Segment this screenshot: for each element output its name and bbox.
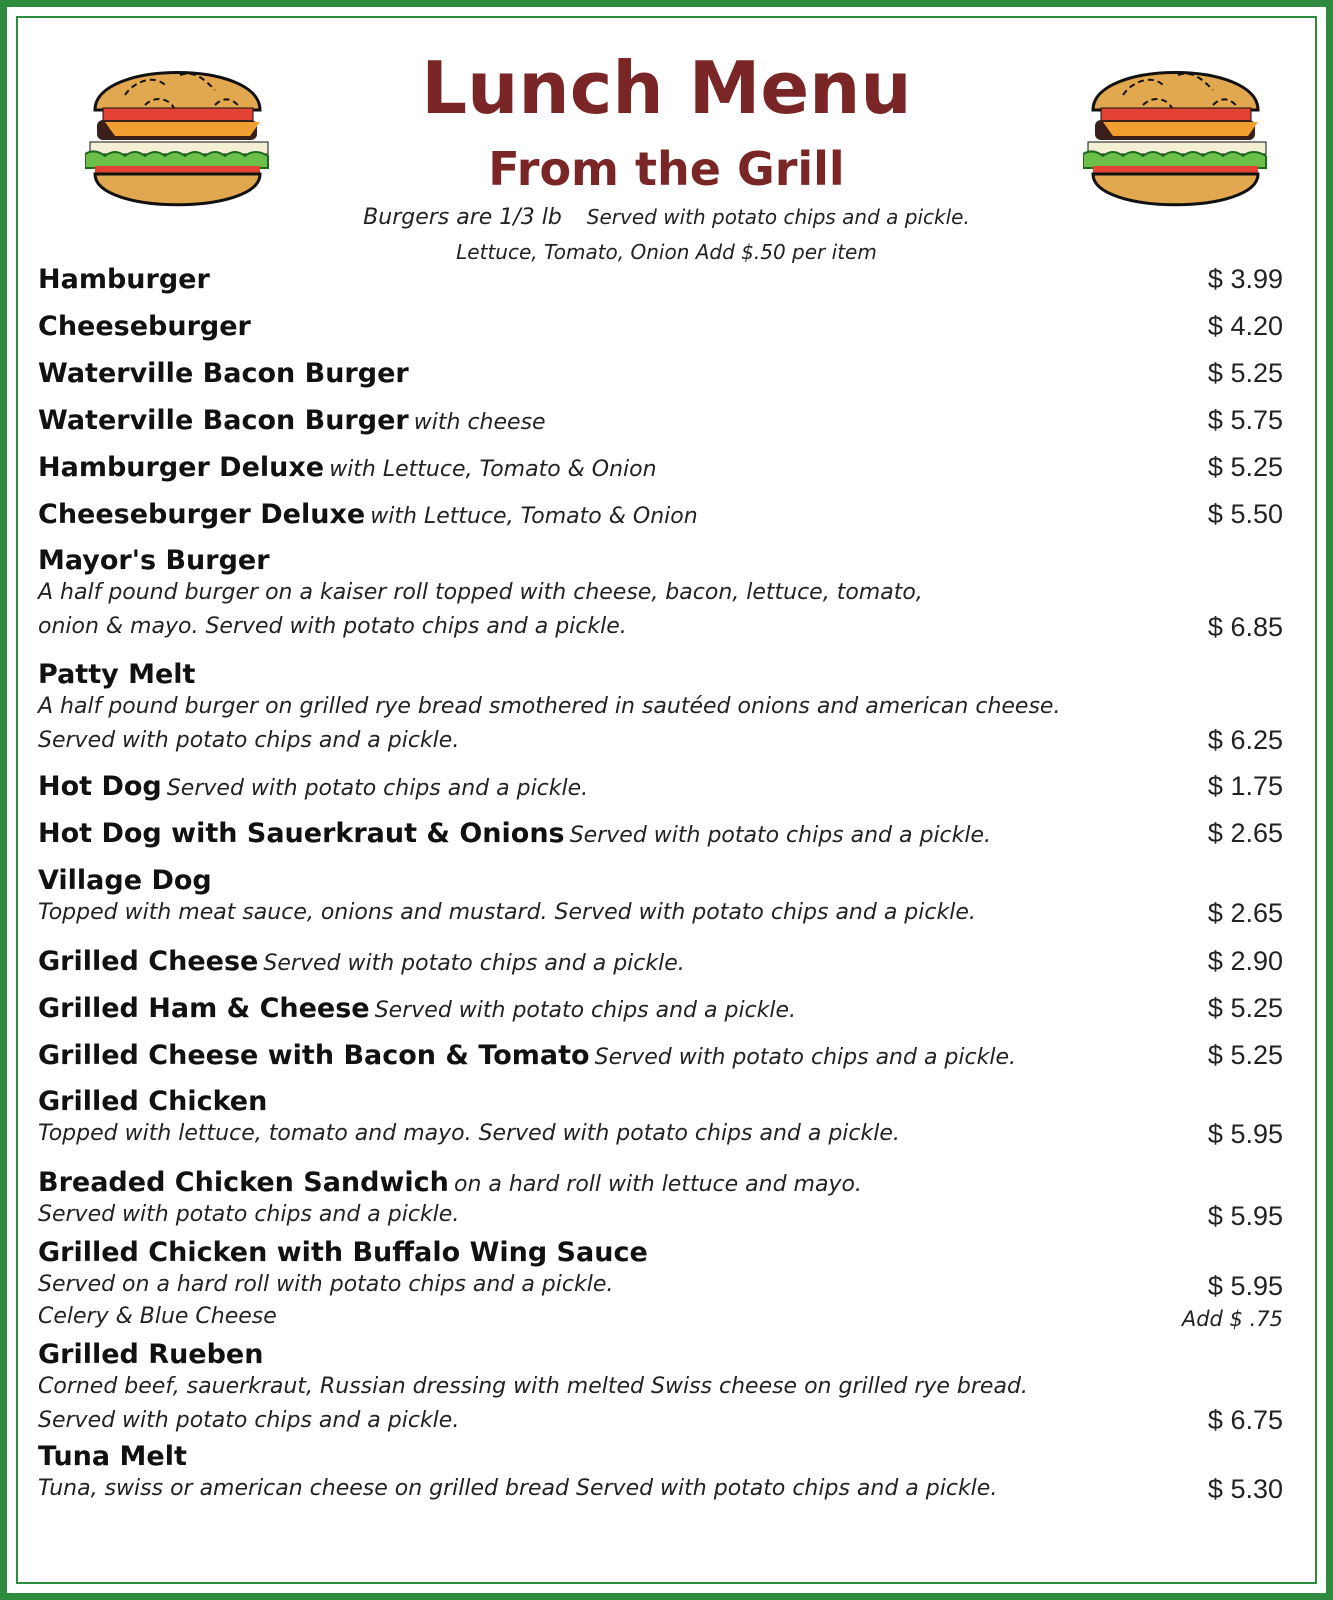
- item-addon-price: Add $ .75: [1181, 1307, 1283, 1331]
- item-name: Hot Dog with Sauerkraut & Onions: [38, 818, 565, 849]
- item-price: $ 5.95: [1207, 1271, 1283, 1301]
- menu-item: [38, 545, 1283, 644]
- item-price: $ 5.25: [1207, 1040, 1283, 1070]
- item-inline-desc: Served with potato chips and a pickle.: [263, 951, 685, 976]
- item-name: Grilled Rueben: [38, 1339, 264, 1370]
- item-price: $ 6.25: [1207, 725, 1283, 755]
- item-price: $ 2.65: [1207, 898, 1283, 928]
- item-name: Cheeseburger: [38, 311, 251, 342]
- served-with-text: Served with potato chips and a pickle.: [586, 205, 970, 229]
- item-price: $ 5.75: [1207, 405, 1283, 435]
- item-name: Grilled Cheese: [38, 946, 259, 977]
- item-inline-desc: with Lettuce, Tomato & Onion: [329, 457, 657, 482]
- item-inline-desc: Served with potato chips and a pickle.: [166, 776, 589, 801]
- item-name: Patty Melt: [38, 659, 196, 690]
- item-name: Hamburger Deluxe: [38, 452, 325, 483]
- item-price: $ 1.75: [1207, 771, 1283, 801]
- item-price: $ 5.95: [1207, 1201, 1283, 1231]
- menu-item: [38, 405, 1283, 436]
- menu-subtitle: From the Grill: [488, 142, 845, 196]
- item-name: Grilled Ham & Cheese: [38, 993, 370, 1024]
- item-price: $ 5.25: [1207, 993, 1283, 1023]
- menu-item: [38, 1167, 1283, 1232]
- item-price: $ 3.99: [1207, 264, 1283, 294]
- item-inline-desc: with Lettuce, Tomato & Onion: [370, 504, 698, 529]
- item-price: $ 5.50: [1207, 499, 1283, 529]
- item-desc-line: Served with potato chips and a pickle.: [38, 728, 460, 753]
- item-name: Grilled Chicken with Buffalo Wing Sauce: [38, 1237, 648, 1268]
- menu-title: Lunch Menu: [421, 46, 912, 130]
- item-desc-line: A half pound burger on grilled rye bread smothered in sautéed onions and american cheese.: [38, 694, 1061, 719]
- item-name: Grilled Chicken: [38, 1086, 268, 1117]
- item-desc-line: Celery & Blue Cheese: [38, 1304, 277, 1329]
- menu-item: [38, 264, 1283, 295]
- item-name: Mayor's Burger: [38, 545, 270, 576]
- menu-item: [38, 946, 1283, 977]
- item-inline-desc: Served with potato chips and a pickle.: [374, 998, 797, 1023]
- menu-item: [38, 311, 1283, 342]
- menu-item: [38, 818, 1283, 849]
- item-name: Tuna Melt: [38, 1441, 187, 1472]
- item-price: $ 6.75: [1207, 1405, 1283, 1435]
- item-name: Grilled Cheese with Bacon & Tomato: [38, 1040, 590, 1071]
- item-price: $ 5.25: [1207, 358, 1283, 388]
- item-desc-line: Topped with lettuce, tomato and mayo. Served with potato chips and a pickle.: [38, 1121, 900, 1146]
- item-name: Breaded Chicken Sandwich: [38, 1167, 449, 1198]
- item-name: Waterville Bacon Burger: [38, 358, 409, 389]
- item-name: Waterville Bacon Burger: [38, 405, 409, 436]
- item-desc-line: Corned beef, sauerkraut, Russian dressing with melted Swiss cheese on grilled rye bread.: [38, 1374, 1028, 1399]
- menu-item: [38, 1441, 1283, 1506]
- menu-item: [38, 1237, 1283, 1332]
- item-name: Village Dog: [38, 865, 212, 896]
- item-price: $ 5.25: [1207, 452, 1283, 482]
- item-desc-line: A half pound burger on a kaiser roll topped with cheese, bacon, lettuce, tomato,: [38, 580, 923, 605]
- item-desc-line: Tuna, swiss or american cheese on grilled bread Served with potato chips and a pickle.: [38, 1476, 998, 1501]
- item-desc-line: Served on a hard roll with potato chips and a pickle.: [38, 1272, 614, 1297]
- item-inline-desc: Served with potato chips and a pickle.: [594, 1045, 1016, 1070]
- item-desc-line: onion & mayo. Served with potato chips and a pickle.: [38, 614, 627, 639]
- item-name: Cheeseburger Deluxe: [38, 499, 366, 530]
- addon-note: Lettuce, Tomato, Onion Add $.50 per item: [456, 240, 877, 264]
- menu-item: [38, 1339, 1283, 1438]
- menu-item: [38, 993, 1283, 1024]
- burger-size-note: [0, 205, 1333, 230]
- menu-item: [38, 1086, 1283, 1151]
- item-price: $ 4.20: [1207, 311, 1283, 341]
- menu-item: [38, 771, 1283, 802]
- item-name: Hamburger: [38, 264, 210, 295]
- item-price: $ 6.85: [1207, 612, 1283, 642]
- item-desc-line: Served with potato chips and a pickle.: [38, 1408, 460, 1433]
- item-price: $ 2.65: [1207, 818, 1283, 848]
- menu-item: [38, 452, 1283, 483]
- item-price: $ 5.95: [1207, 1119, 1283, 1149]
- item-inline-desc: with cheese: [413, 410, 546, 435]
- item-desc-line: Served with potato chips and a pickle.: [38, 1202, 460, 1227]
- menu-item: [38, 499, 1283, 530]
- item-inline-desc: on a hard roll with lettuce and mayo.: [454, 1172, 862, 1197]
- burger-weight-text: Burgers are 1/3 lb: [363, 205, 562, 230]
- item-price: $ 5.30: [1207, 1474, 1283, 1504]
- item-desc-line: Topped with meat sauce, onions and mustard. Served with potato chips and a pickle.: [38, 900, 976, 925]
- menu-item: [38, 1040, 1283, 1071]
- item-inline-desc: Served with potato chips and a pickle.: [569, 823, 992, 848]
- menu-item: [38, 358, 1283, 389]
- menu-item: [38, 659, 1283, 758]
- item-price: $ 2.90: [1207, 946, 1283, 976]
- menu-item: [38, 865, 1283, 930]
- item-name: Hot Dog: [38, 771, 162, 802]
